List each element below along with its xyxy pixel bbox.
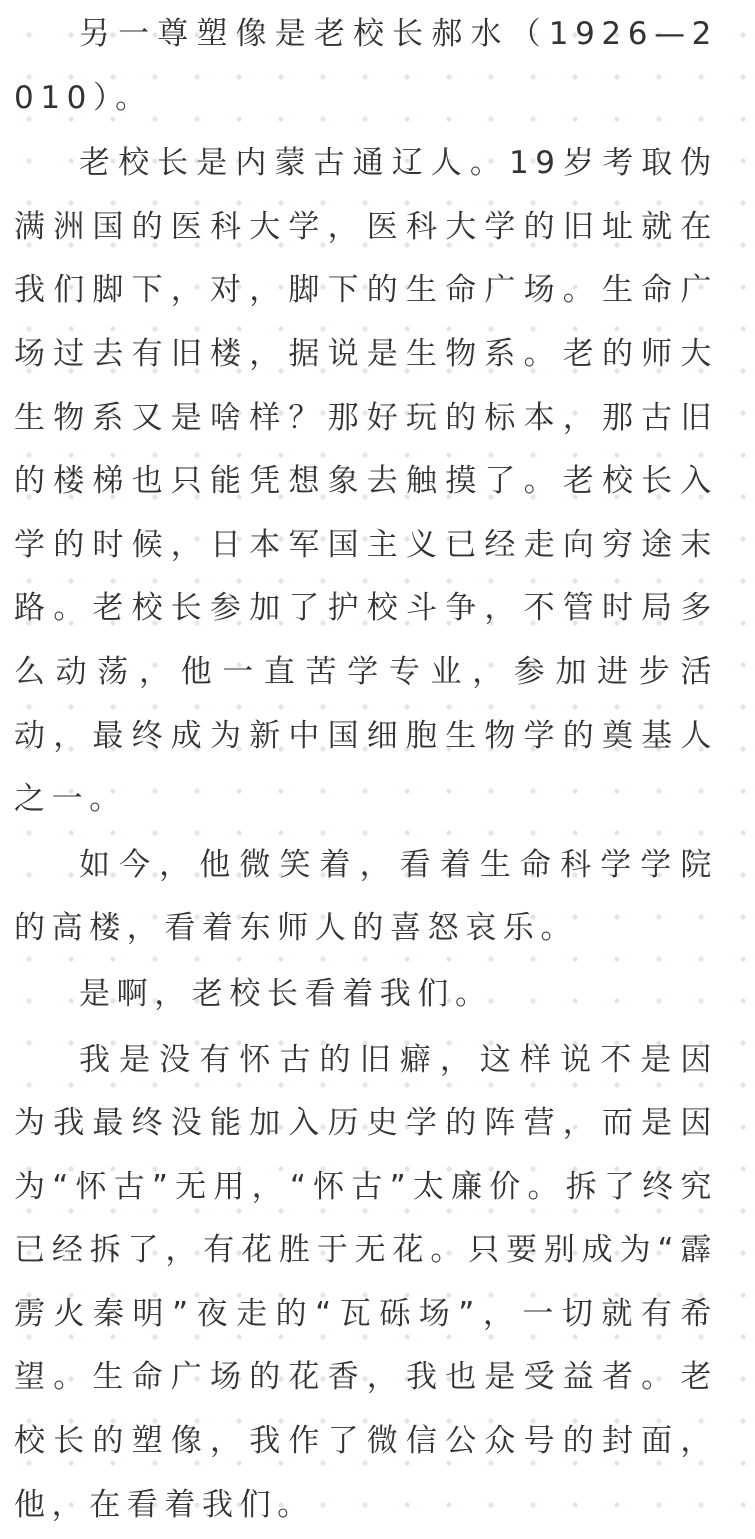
paragraph-smiling-now: 如今，他微笑着，看着生命科学学院的高楼，看着东师人的喜怒哀乐。: [14, 846, 718, 947]
article-body: [14, 3, 718, 1539]
paragraph-reflection: 我是没有怀古的旧癖，这样说不是因为我最终没能加入历史学的阵营，而是因为“怀古”无用，“怀古”太廉价。拆了终究已经拆了，有花胜于无花。只要别成为“霹雳火秦明”夜走的“瓦砾场”，一切就有希望。生命广场的花香，我也是受益者。老校长的塑像，我作了微信公众号的封面，他，在看着我们。: [14, 1041, 718, 1523]
paragraph-watching-us: 是啊，老校长看着我们。: [79, 975, 493, 1012]
paragraph-statue-intro: 另一尊塑像是老校长郝水（1926—2010）。: [14, 16, 718, 116]
paragraph-principal-biography: 老校长是内蒙古通辽人。19岁考取伪满洲国的医科大学，医科大学的旧址就在我们脚下，对，脚下的生命广场。生命广场过去有旧楼，据说是生物系。老的师大生物系又是啥样？那好玩的标本，那古旧的楼梯也只能凭想象去触摸了。老校长入学的时候，日本军国主义已经走向穷途末路。老校长参加了护校斗争，不管时局多么动荡，他一直苦学专业，参加进步活动，最终成为新中国细胞生物学的奠基人之一。: [14, 145, 718, 818]
